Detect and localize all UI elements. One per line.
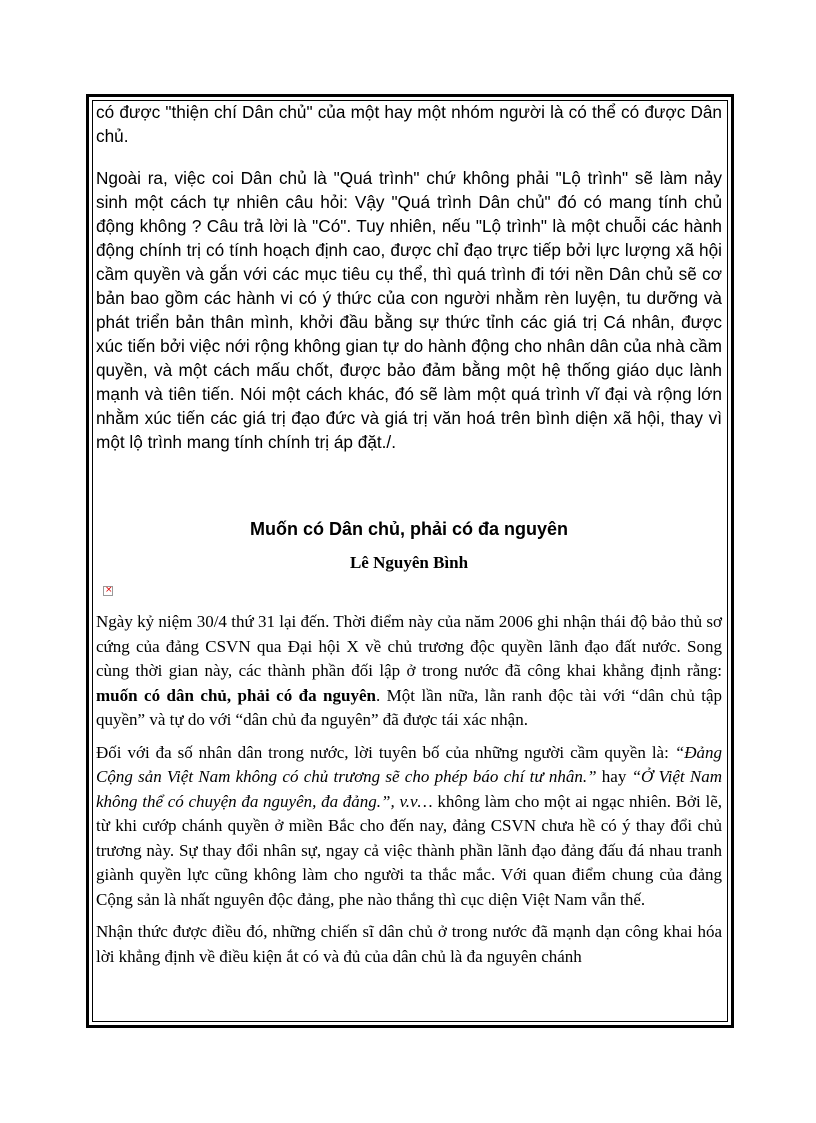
p1-text-after: . Một lần nữa, lằn ranh độc tài với “dân chủ tập quyền” và tự do với “dân chủ đa nguyên” đã được tái xác nhận. — [96, 685, 722, 729]
article2-paragraph-3: Nhận thức được điều đó, những chiến sĩ dân chủ ở trong nước đã mạnh dạn công khai hóa lời khẳng định về điều kiện ắt có và đủ của dân chủ là đa nguyên chánh — [96, 922, 722, 966]
p2-connector: hay — [596, 767, 632, 786]
p2-intro: Đối với đa số nhân dân trong nước, lời tuyên bố của những người cầm quyền là: — [96, 742, 675, 762]
page-content — [96, 100, 722, 969]
p2-quote-2: “Ở Việt Nam không thể có chuyện đa nguyên, đa đảng.”, v.v… — [96, 767, 722, 811]
article2-paragraph-1 — [96, 610, 722, 733]
p1-bold-claim: muốn có dân chủ, phải có đa nguyên — [96, 685, 376, 705]
broken-image-icon — [103, 586, 113, 596]
article2-author: Lê Nguyên Bình — [349, 553, 469, 572]
article2-paragraph-2 — [96, 741, 722, 913]
article1-main-paragraph: Ngoài ra, việc coi Dân chủ là "Quá trình" chứ không phải "Lộ trình" sẽ làm nảy sinh một cách tự nhiên câu hỏi: Vậy "Quá trình Dân chủ" đó có mang tính chủ động không ? Câu trả lời là "Có". Tuy nhiên, nếu "Lộ trình" là một chuỗi các hành động chính trị có tính hoạch định cao, được chỉ đạo trực tiếp bởi lực lượng xã hội cầm quyền và gắn với các mục tiêu cụ thể, thì quá trình đi tới nền Dân chủ sẽ cơ bản bao gồm các hành vi có ý thức của con người nhằm rèn luyện, tu dưỡng và phát triển bản thân mình, khởi đầu bằng sự thức tỉnh các giá trị Cá nhân, được xúc tiến bởi việc nới rộng không gian tự do hành động cho nhân dân của nhà cầm quyền, và một cách mấu chốt, được bảo đảm bằng một hệ thống giáo dục lành mạnh và tiên tiến. Nói một cách khác, đó sẽ làm một quá trình vĩ đại và rộng lớn nhằm xúc tiến các giá trị đạo đức và giá trị văn hoá trên bình diện xã hội, thay vì một lộ trình mang tính chính trị áp đặt./. — [96, 168, 722, 452]
p2-rest: không làm cho một ai ngạc nhiên. Bởi lẽ, từ khi cướp chánh quyền ở miền Bắc cho đến nay, đảng CSVN chưa hề có ý thay đổi chủ trương này. Sự thay đổi nhân sự, ngay cả việc thành phần lãnh đạo đảng đấu đá nhau tranh giành quyền lực cũng không làm cho người ta thắc mắc. Với quan điểm chung của đảng Cộng sản là nhất nguyên độc đảng, phe nào thắng thì cục diện Việt Nam vẫn thế. — [96, 791, 722, 909]
article1-continued-paragraph: có được "thiện chí Dân chủ" của một hay một nhóm người là có thể có được Dân chủ. — [96, 102, 722, 146]
p1-text-before: Ngày kỷ niệm 30/4 thứ 31 lại đến. Thời điểm này của năm 2006 ghi nhận thái độ bảo thủ sơ cứng của đảng CSVN qua Đại hội X về chủ trương độc quyền lãnh đạo đất nước. Song cùng thời gian này, các thành phần đối lập ở trong nước đã công khai khẳng định rằng: — [96, 612, 722, 680]
article2-title: Muốn có Dân chủ, phải có đa nguyên — [249, 519, 568, 539]
p2-quote-1: “Đảng Cộng sản Việt Nam không có chủ trương sẽ cho phép báo chí tư nhân.” — [96, 742, 722, 786]
